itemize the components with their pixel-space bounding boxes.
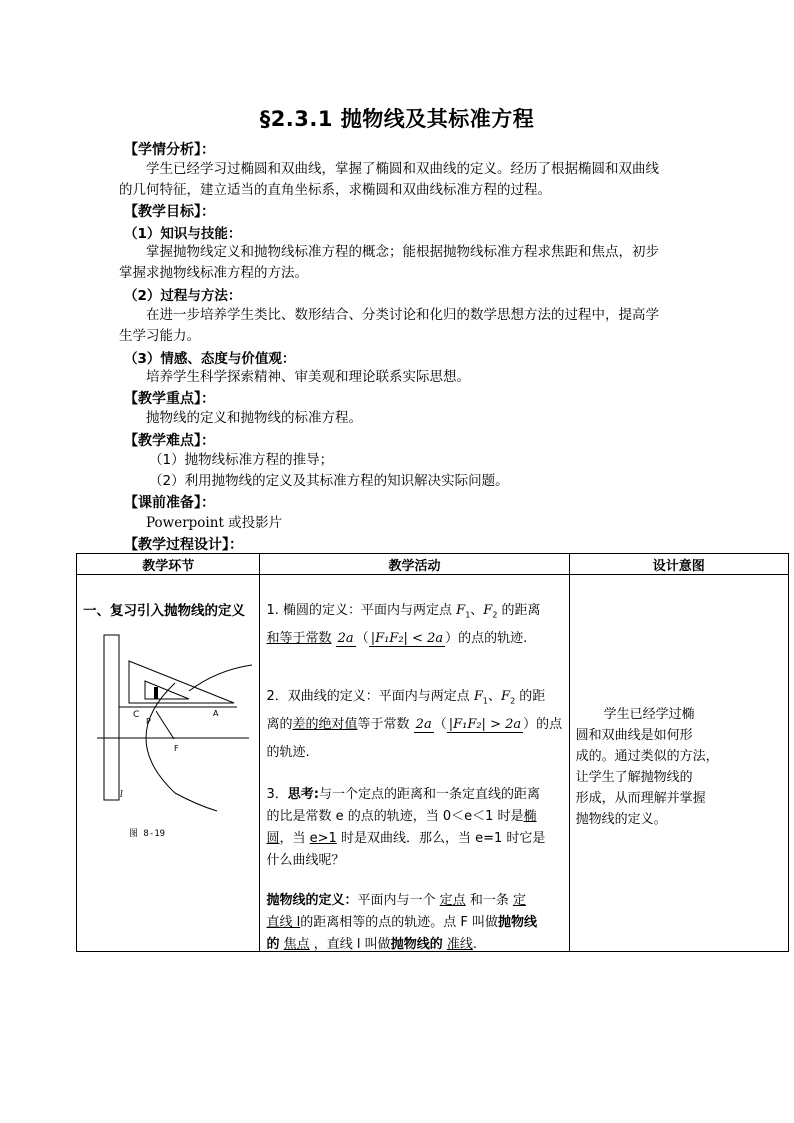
intent-line-2: 圆和双曲线是如何形 [575, 728, 693, 743]
analysis-line-1: 学生已经学习过椭圆和双曲线，掌握了椭圆和双曲线的定义。经历了根据椭圆和双曲线 [146, 161, 659, 177]
hyperbola-def-line-2: 离的差的绝对值等于常数 2a （ |F₁F₂| > 2a ）的点 [266, 717, 563, 732]
figure-label-l: l [120, 790, 123, 800]
intent-cell [570, 575, 788, 951]
analysis-heading: 【学情分析】： [124, 142, 215, 158]
intent-line-4: 让学生了解抛物线的 [575, 770, 693, 785]
stage-cell [77, 575, 259, 951]
parabola-def-line-3: 的 焦点 ，直线 l 叫做抛物线的 准线. [266, 937, 477, 952]
prep-line-1: Powerpoint 或投影片 [146, 515, 283, 531]
think-line-1: 3．思考:与一个定点的距离和一条定直线的距离 [266, 787, 540, 802]
think-line-3: 圆，当 e>1 时是双曲线．那么，当 e=1 时它是 [266, 831, 546, 846]
intent-line-5: 形成，从而理解并掌握 [575, 791, 706, 806]
parabola-figure [77, 625, 260, 865]
ellipse-def-line-2: 和等于常数 2a （ |F₁F₂| < 2a ）的点的轨迹. [266, 631, 528, 646]
hyperbola-def-line-1: 2．双曲线的定义：平面内与两定点 $F_1$、$F_2$ 的距 [266, 689, 546, 706]
header-activity: 教学活动 [260, 554, 569, 575]
lesson-process-table [76, 553, 789, 952]
key-line-1: 抛物线的定义和抛物线的标准方程。 [146, 410, 362, 426]
think-line-2: 的比是常数 e 的点的轨迹，当 0＜e＜1 时是椭 [266, 809, 537, 824]
figure-label-a: A [213, 709, 219, 718]
difficult-line-2: （2）利用抛物线的定义及其标准方程的知识解决实际问题。 [149, 473, 509, 489]
goals-heading: 【教学目标】： [124, 204, 215, 220]
parabola-def-line-1: 抛物线的定义：平面内与一个 定点 和一条 定 [266, 893, 526, 908]
figure-label-p: P [146, 717, 151, 726]
goal2-line-2: 生学习能力。 [119, 328, 200, 344]
figure-caption: 图 8-19 [129, 829, 166, 839]
key-heading: 【教学重点】： [124, 391, 215, 407]
goal3-line-1: 培养学生科学探索精神、审美观和理论联系实际思想。 [146, 369, 470, 385]
goal2-line-1: 在进一步培养学生类比、数形结合、分类讨论和化归的数学思想方法的过程中，提高学 [146, 307, 659, 323]
difficult-heading: 【教学难点】： [124, 433, 215, 449]
goal1-line-2: 掌握求抛物线标准方程的方法。 [119, 265, 308, 281]
header-stage: 教学环节 [77, 554, 260, 575]
intent-line-1: 学生已经学过椭 [603, 707, 695, 722]
hyperbola-def-line-3: 的轨迹. [266, 745, 310, 760]
activity-cell [260, 575, 568, 951]
figure-label-f: F [174, 744, 179, 753]
goal1-heading: （1）知识与技能： [124, 226, 242, 242]
goal1-line-1: 掌握抛物线定义和抛物线标准方程的概念；能根据抛物线标准方程求焦距和焦点，初步 [146, 244, 659, 260]
stage-title: 一、复习引入抛物线的定义 [83, 603, 245, 619]
figure-label-c: C [133, 710, 140, 720]
page-title: §2.3.1 抛物线及其标准方程 [259, 107, 535, 131]
think-line-4: 什么曲线呢？ [266, 853, 345, 868]
analysis-line-2: 的几何特征，建立适当的直角坐标系，求椭圆和双曲线标准方程的过程。 [119, 182, 551, 198]
goal2-heading: （2）过程与方法： [124, 288, 242, 304]
process-heading: 【教学过程设计】： [124, 537, 243, 553]
prep-heading: 【课前准备】： [124, 495, 215, 511]
intent-line-3: 成的。通过类似的方法， [575, 749, 719, 764]
ellipse-def-line-1: 1. 椭圆的定义：平面内与两定点 $F_1$、$F_2$ 的距离 [266, 603, 541, 620]
parabola-def-line-2: 直线 l的距离相等的点的轨迹。点 F 叫做抛物线 [266, 915, 537, 930]
difficult-line-1: （1）抛物线标准方程的推导； [149, 452, 334, 468]
intent-line-6: 抛物线的定义。 [575, 812, 667, 827]
header-intent: 设计意图 [569, 554, 788, 575]
goal3-heading: （3）情感、态度与价值观： [124, 351, 296, 367]
